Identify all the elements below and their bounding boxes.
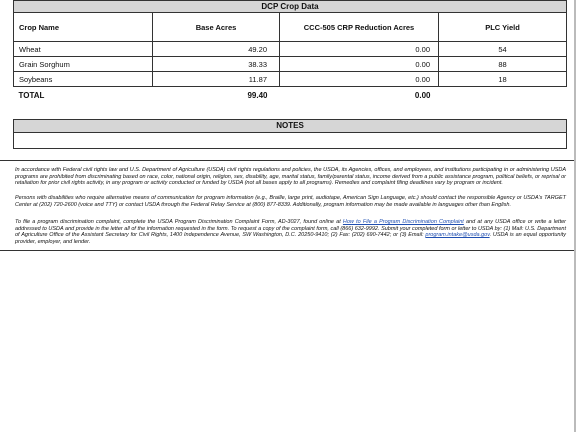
notes-section (13, 119, 567, 149)
header-base-acres: Base Acres (153, 13, 280, 42)
plc-yield-cell: 88 (439, 57, 567, 72)
crop-name-cell: Grain Sorghum (14, 57, 153, 72)
table-row (14, 42, 567, 57)
email-link[interactable]: program.intake@usda.gov (425, 232, 490, 238)
crop-data-table (13, 12, 567, 103)
table-header-row (14, 13, 567, 42)
total-row (14, 87, 567, 104)
total-plc-empty (439, 87, 567, 104)
complaint-text-b: and at any USDA office or write a letter addressed to USDA and provide in the letter all of the information requested in the form. To request a copy of the complaint form, call (866) 632-9992. Submit your completed form or letter to USDA by: (1) Mail: U.S. Department of Agriculture Office of the Assistant Secretary for Civil Rights, 1400 Independence Avenue, SW Washington, D.C. 20250-9410; (2) Fax: (202) 690-7442; or (3) Email: (15, 219, 566, 238)
complaint-text-a: To file a program discrimination complaint, complete the USDA Program Discrimination Complaint Form, AD-3027, found online at (15, 219, 343, 225)
table-row (14, 72, 567, 87)
civil-rights-paragraph: In accordance with Federal civil rights law and U.S. Department of Agriculture (USDA) civil rights regulations and policies, the USDA, its Agencies, offices, and employees, and institutions participating in or administering USDA programs are prohibited from discriminating based on race, color, national origin, religion, sex, disability, age, marital status, family/parental status, income derived from a public assistance program, political beliefs, or reprisal or retaliation for prior civil rights activity, in any program or activity conducted or funded by USDA (not all bases apply to all programs). Remedies and complaint filing deadlines vary by program or incident. (15, 167, 566, 186)
crop-name-cell: Wheat (14, 42, 153, 57)
header-ccc505: CCC-505 CRP Reduction Acres (280, 13, 439, 42)
crop-data-section (13, 0, 567, 103)
plc-yield-cell: 18 (439, 72, 567, 87)
complaint-form-link[interactable]: How to File a Program Discrimination Complaint (342, 219, 464, 225)
header-crop-name: Crop Name (14, 13, 153, 42)
base-acres-cell: 11.87 (153, 72, 280, 87)
total-base-acres: 99.40 (247, 90, 268, 100)
crop-data-title: DCP Crop Data (13, 0, 567, 12)
total-label: TOTAL (18, 90, 45, 100)
accessibility-paragraph: Persons with disabilities who require alternative means of communication for program information (e.g., Braille, large print, audiotape, American Sign Language, etc.) should contact the responsible Agency or USDA's TARGET Center at (202) 720-2600 (voice and TTY) or contact USDA through the Federal Relay Service at (800) 877-8339. Additionally, program information may be made available in languages other than English. (15, 195, 566, 208)
table-row (14, 57, 567, 72)
divider-bottom (0, 250, 576, 251)
notes-title: NOTES (13, 119, 567, 133)
notes-box (13, 133, 567, 149)
plc-yield-cell: 54 (439, 42, 567, 57)
complaint-text-c: . USDA is an equal opportunity provider, employer, and lender. (15, 232, 566, 245)
header-plc-yield: PLC Yield (439, 13, 567, 42)
complaint-paragraph (15, 219, 566, 245)
crop-name-cell: Soybeans (14, 72, 153, 87)
ccc505-cell: 0.00 (280, 72, 439, 87)
total-ccc505: 0.00 (414, 90, 431, 100)
ccc505-cell: 0.00 (280, 57, 439, 72)
base-acres-cell: 38.33 (153, 57, 280, 72)
ccc505-cell: 0.00 (280, 42, 439, 57)
base-acres-cell: 49.20 (153, 42, 280, 57)
divider-top (0, 160, 576, 161)
